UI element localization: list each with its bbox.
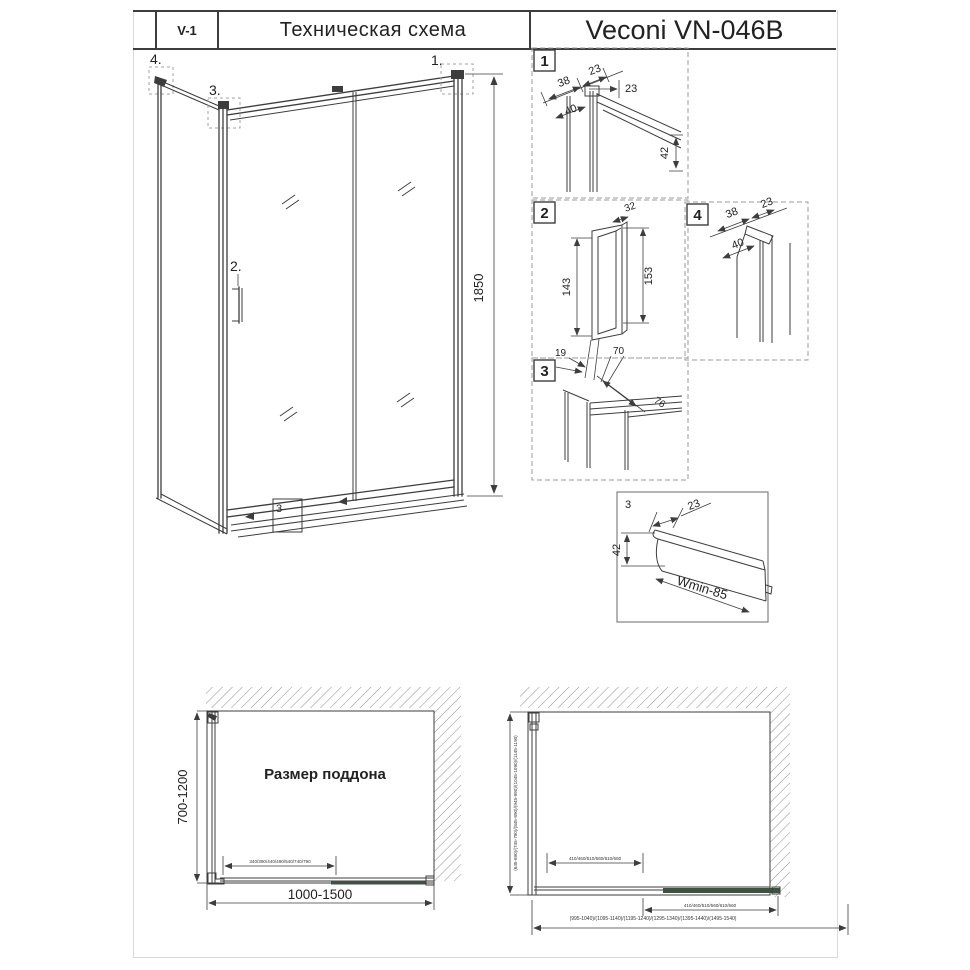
detail-4-label: 4 bbox=[693, 207, 702, 224]
door-divider bbox=[353, 92, 356, 501]
drawing-code: V-1 bbox=[155, 12, 219, 48]
dim-32: 32 bbox=[623, 200, 638, 215]
callout-3: 3. bbox=[209, 82, 221, 98]
dim-38: 38 bbox=[556, 74, 572, 90]
dim4-40: 40 bbox=[730, 236, 746, 252]
sheet-left-edge bbox=[133, 10, 134, 958]
detail-3-label: 3 bbox=[540, 363, 549, 380]
detail-2 bbox=[532, 200, 688, 384]
detail-1 bbox=[532, 48, 688, 198]
sill-23: 23 bbox=[686, 497, 702, 513]
sheet-title: Техническая схема bbox=[279, 18, 467, 41]
plan-left-depth: 700-1200 bbox=[175, 769, 190, 825]
dim-40: 40 bbox=[563, 102, 579, 118]
dim4-38: 38 bbox=[724, 205, 740, 221]
detail-1-label: 1 bbox=[540, 53, 549, 70]
front-left-post bbox=[208, 82, 240, 533]
main-drawing bbox=[135, 40, 535, 660]
callout-4: 4. bbox=[150, 51, 162, 67]
detail-views bbox=[525, 40, 815, 640]
callout-2: 2. bbox=[230, 258, 242, 274]
plan-views bbox=[160, 670, 870, 960]
dim-1850: 1850 bbox=[471, 273, 486, 303]
dim-23b: 23 bbox=[625, 83, 638, 95]
dim-76: 76 bbox=[651, 395, 668, 411]
bottom-rail bbox=[227, 480, 467, 537]
front-right-post bbox=[431, 52, 473, 496]
product-name: Veconi VN-046B bbox=[529, 12, 838, 48]
plan-right-fixed-widths: 410/460/510/560/610/660 bbox=[568, 856, 622, 861]
callout-1: 1. bbox=[431, 52, 443, 68]
sill-42: 42 bbox=[611, 543, 623, 557]
plan-right-width-ranges: (995-1040)/(1095-1140)/(1195-1240)/(1295-1340)/(1395-1440)/(1495-1540) bbox=[569, 916, 737, 922]
door-handle bbox=[230, 258, 242, 323]
sill-label: 3 bbox=[625, 499, 632, 511]
door-rail-left bbox=[331, 881, 426, 885]
height-dimension bbox=[465, 74, 503, 496]
dim-23a: 23 bbox=[587, 62, 603, 78]
detail-2-label: 2 bbox=[540, 205, 549, 222]
wall-profile bbox=[149, 51, 173, 498]
detail-3 bbox=[532, 358, 688, 480]
dim-19: 19 bbox=[555, 348, 567, 359]
dim-143: 143 bbox=[561, 277, 573, 297]
callout-3-rail: 3 bbox=[276, 503, 283, 515]
detail-sill bbox=[611, 492, 772, 622]
plan-left bbox=[175, 687, 461, 910]
glass-marks bbox=[280, 182, 415, 421]
plan-left-width: 1000-1500 bbox=[287, 887, 353, 902]
top-rail bbox=[227, 76, 454, 120]
wall-hatch bbox=[520, 687, 790, 897]
plan-right-door-widths: 410/460/510/560/610/660 bbox=[683, 903, 737, 908]
dim-42: 42 bbox=[659, 146, 671, 160]
plan-left-door-widths: 340/390/440/490/540/740/790 bbox=[249, 859, 311, 864]
dim-70: 70 bbox=[613, 346, 625, 357]
detail-4 bbox=[685, 195, 808, 360]
sill-wmin: Wmin-85 bbox=[675, 572, 730, 603]
door-rail-right bbox=[663, 888, 780, 893]
plan-right-side-ranges: (645-690)/(745-790)/(845-890)/(945-990)/(1045-1090)/(1145-1190) bbox=[513, 735, 518, 871]
plan-left-title: Размер поддона bbox=[264, 766, 386, 783]
dim4-23: 23 bbox=[759, 195, 775, 211]
wall-hatch bbox=[206, 687, 461, 881]
side-panel bbox=[156, 81, 227, 534]
plan-right bbox=[510, 687, 848, 935]
dim-153: 153 bbox=[643, 266, 655, 286]
